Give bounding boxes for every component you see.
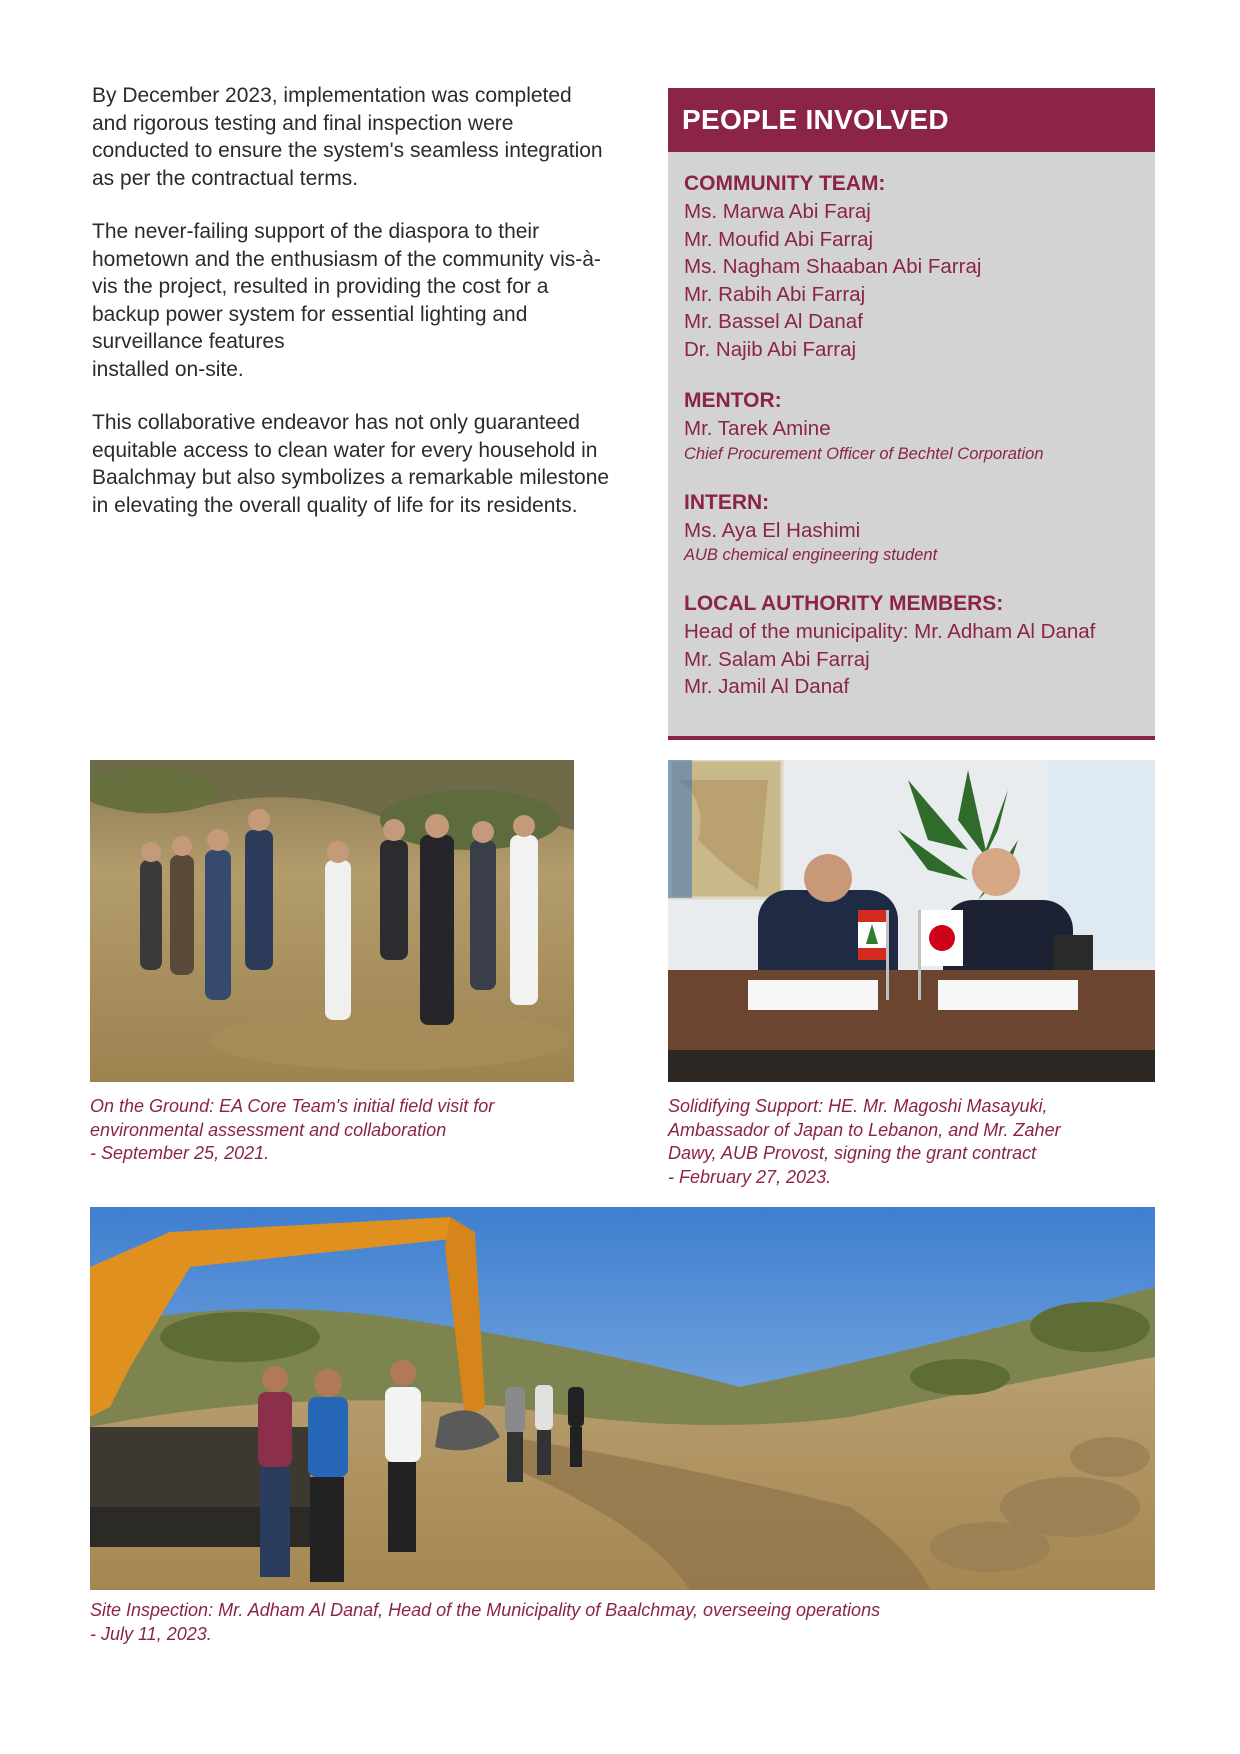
- intern-section: [684, 489, 1139, 567]
- people-involved-panel: [668, 88, 1155, 740]
- photo-signing-ceremony: [668, 760, 1155, 1082]
- section-title: LOCAL AUTHORITY MEMBERS:: [684, 592, 1004, 615]
- photo-field-visit-image: [90, 760, 574, 1082]
- section-title: COMMUNITY TEAM:: [684, 172, 886, 195]
- photo-site-inspection-image: [90, 1207, 1155, 1590]
- paragraph-diaspora-support: The never-failing support of the diaspora to their hometown and the enthusiasm of the community vis-à-vis the project, resulted in providing the cost for a backup power system for essential lighting and surveillance features installed on-site.: [92, 220, 601, 381]
- person-name: Ms. Nagham Shaaban Abi Farraj: [684, 255, 982, 278]
- photo-signing-ceremony-image: [668, 760, 1155, 1082]
- photo-field-visit: [90, 760, 574, 1082]
- person-role: AUB chemical engineering student: [684, 546, 938, 564]
- caption-field-visit: On the Ground: EA Core Team's initial field visit for environmental assessment and collaboration - September 25, 2021.: [90, 1096, 495, 1163]
- community-team-section: [684, 170, 1139, 363]
- caption-signing: Solidifying Support: HE. Mr. Magoshi Masayuki, Ambassador of Japan to Lebanon, and Mr. Zaher Dawy, AUB Provost, signing the grant contract - February 27, 2023.: [668, 1096, 1061, 1187]
- person-name: Head of the municipality: Mr. Adham Al Danaf: [684, 620, 1096, 643]
- photo-site-inspection: [90, 1207, 1155, 1590]
- paragraph-milestone: This collaborative endeavor has not only guaranteed equitable access to clean water for every household in Baalchmay but also symbolizes a remarkable milestone in elevating the overall quality of life for its residents.: [92, 411, 610, 517]
- mentor-section: [684, 387, 1139, 465]
- local-authority-section: [684, 590, 1139, 701]
- person-role: Chief Procurement Officer of Bechtel Corporation: [684, 444, 1044, 463]
- person-name: Mr. Jamil Al Danaf: [684, 675, 850, 698]
- person-name: Ms. Aya El Hashimi: [684, 518, 861, 542]
- section-title: INTERN:: [684, 490, 770, 514]
- person-name: Dr. Najib Abi Farraj: [684, 337, 857, 361]
- panel-title: PEOPLE INVOLVED: [668, 88, 1155, 152]
- person-name: Ms. Marwa Abi Faraj: [684, 200, 871, 223]
- person-name: Mr. Salam Abi Farraj: [684, 647, 870, 671]
- paragraph-implementation: By December 2023, implementation was completed and rigorous testing and final inspection were conducted to ensure the system's seamless integration as per the contractual terms.: [92, 84, 603, 190]
- person-name: Mr. Rabih Abi Farraj: [684, 282, 866, 306]
- person-name: Mr. Tarek Amine: [684, 417, 831, 440]
- section-title: MENTOR:: [684, 389, 782, 412]
- caption-site-inspection: Site Inspection: Mr. Adham Al Danaf, Head of the Municipality of Baalchmay, overseeing operations - July 11, 2023.: [90, 1600, 881, 1644]
- person-name: Mr. Bassel Al Danaf: [684, 310, 863, 333]
- body-text: [92, 82, 612, 545]
- person-name: Mr. Moufid Abi Farraj: [684, 227, 874, 251]
